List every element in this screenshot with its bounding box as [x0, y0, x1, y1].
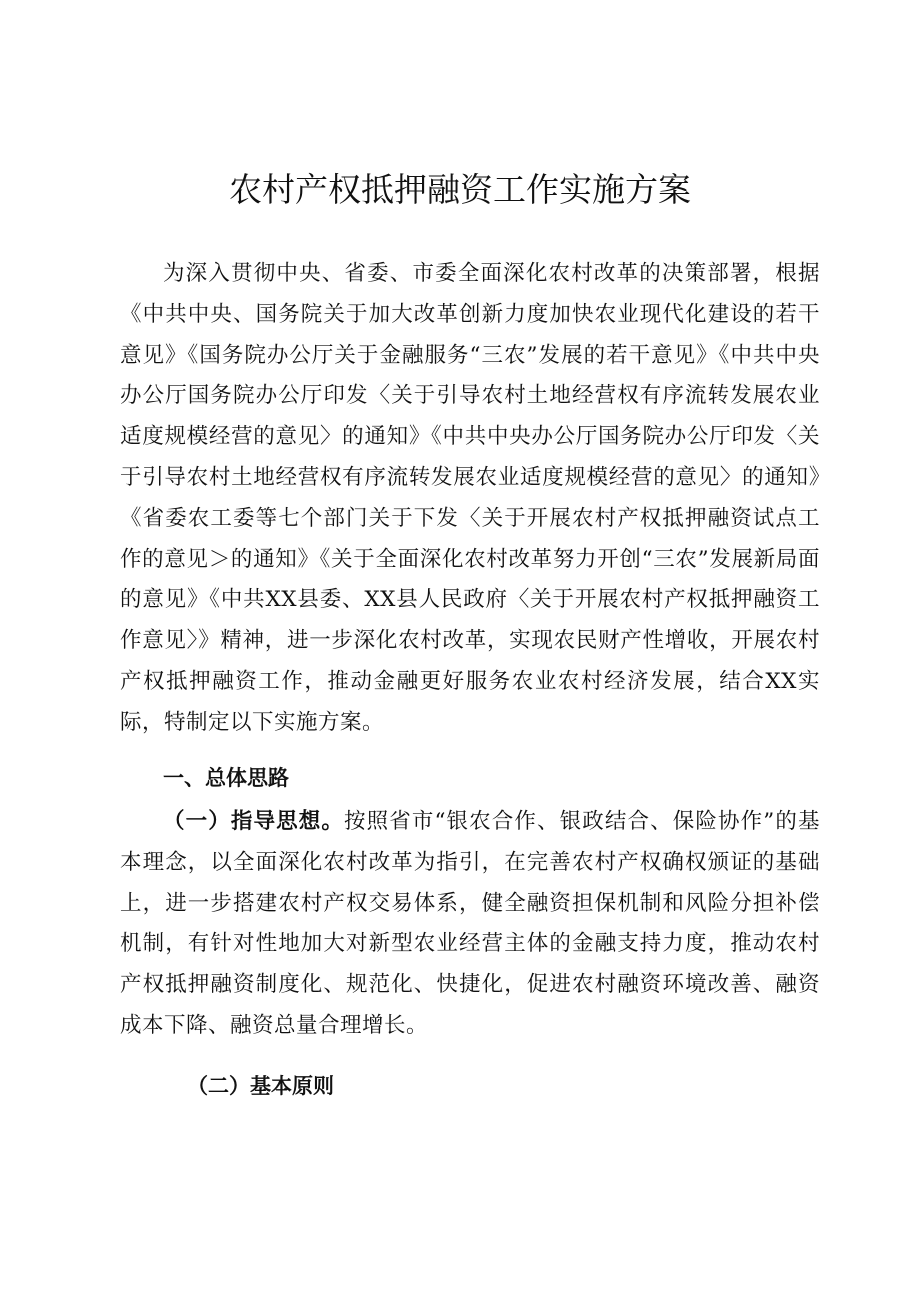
basic-principles-heading: （二）基本原则 — [187, 1074, 334, 1098]
intro-paragraph: 为深入贯彻中央、省委、市委全面深化农村改革的决策部署，根据《中共中央、国务院关于加大改革创新力度加快农业现代化建设的若干意见》《国务院办公厅关于金融服务“三农”发展的若干意见》《中共中央办公厅国务院办公厅印发〈关于引导农村土地经营权有序流转发展农业适度规模经营的意见〉的通知》《中共中央办公厅国务院办公厅印发〈关于引导农村土地经营权有序流转发展农业适度规模经营的意见〉的通知》《省委农工委等七个部门关于下发〈关于开展农村产权抵押融资试点工作的意见＞的通知》《关于全面深化农村改革努力开创“三农”发展新局面的意见》《中共XX县委、XX县人民政府〈关于开展农村产权抵押融资工作意见〉》精神，进一步深化农村改革，实现农民财产性增收，开展农村产权抵押融资工作，推动金融更好服务农业农村经济发展，结合XX实际，特制定以下实施方案。 — [120, 261, 820, 735]
guiding-ideology-lead: （一）指导思想。 — [163, 809, 344, 834]
section-1-heading: 一、总体思路 — [163, 766, 289, 790]
guiding-ideology-paragraph — [120, 802, 820, 1047]
document-title: 农村产权抵押融资工作实施方案 — [229, 170, 691, 209]
guiding-ideology-text: 按照省市“银农合作、银政结合、保险协作”的基本理念，以全面深化农村改革为指引，在完善农村产权确权颁证的基础上，进一步搭建农村产权交易体系，健全融资担保机制和风险分担补偿机制，有针对性地加大对新型农业经营主体的金融支持力度，推动农村产权抵押融资制度化、规范化、快捷化，促进农村融资环境改善、融资成本下降、融资总量合理增长。 — [120, 809, 820, 1038]
